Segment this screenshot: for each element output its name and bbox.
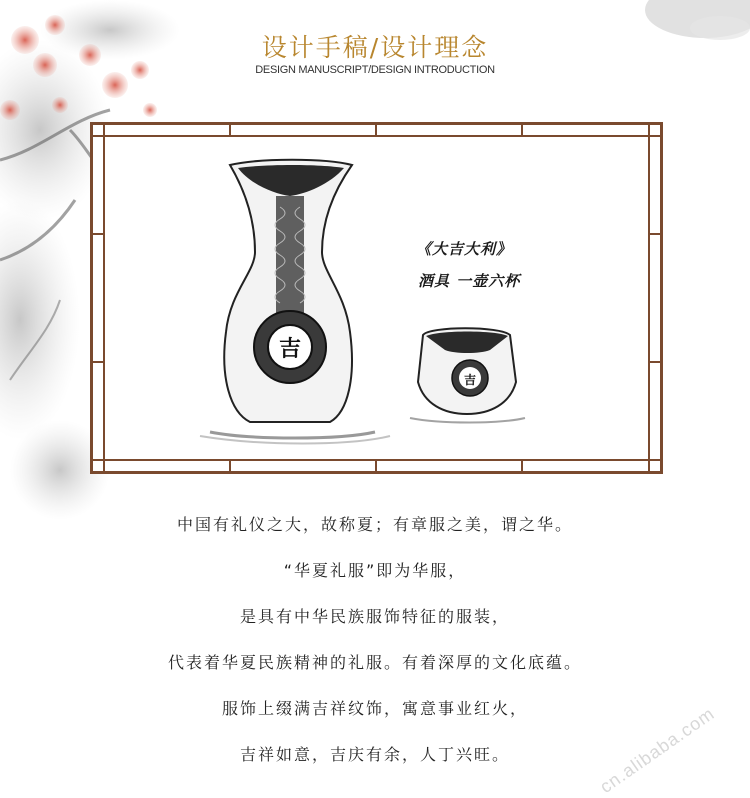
description-line: 代表着华夏民族精神的礼服。有着深厚的文化底蕴。 (167, 653, 582, 672)
sketch-subtitle: 酒具 一壶六杯 (418, 272, 521, 290)
description-line: 服饰上缀满吉祥纹饰，寓意事业红火， (221, 699, 528, 718)
vase-auspicious-glyph: 吉 (278, 336, 302, 362)
design-description (0, 510, 750, 786)
section-title: 设计手稿/设计理念 (261, 33, 489, 62)
description-line: “华夏礼服”即为华服， (283, 561, 467, 580)
sketch-title: 《大吉大利》 (416, 240, 513, 258)
watermark: cn.alibaba.com (596, 703, 719, 798)
cup-auspicious-glyph: 吉 (463, 373, 477, 387)
design-sketch-frame (90, 122, 663, 474)
lattice-border (90, 122, 663, 474)
section-subtitle: DESIGN MANUSCRIPT/DESIGN INTRODUCTION (255, 64, 495, 76)
description-line: 中国有礼仪之大，故称夏；有章服之美，谓之华。 (176, 515, 573, 534)
description-line: 吉祥如意，吉庆有余，人丁兴旺。 (239, 745, 510, 764)
description-line: 是具有中华民族服饰特征的服装， (239, 607, 510, 626)
